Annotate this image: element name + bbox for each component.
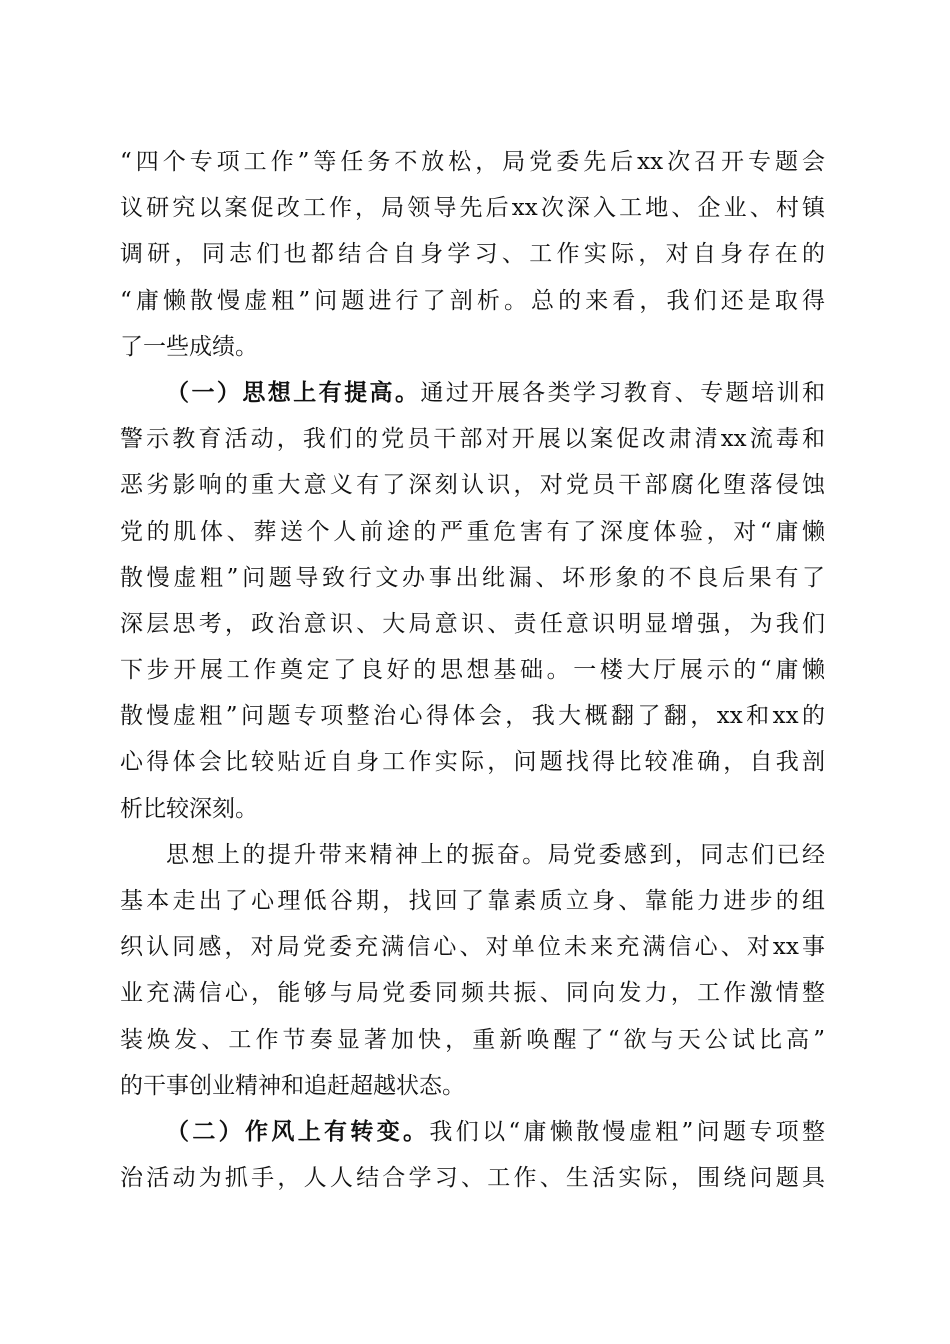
text-line: 的干事创业精神和追赶超越状态。 bbox=[120, 1072, 465, 1099]
paragraph-3 bbox=[120, 832, 825, 1109]
text-line: 了一些成绩。 bbox=[120, 333, 258, 360]
paragraph-1 bbox=[120, 139, 825, 370]
text-line: 析比较深刻。 bbox=[120, 795, 258, 822]
document-body bbox=[120, 139, 825, 1201]
paragraph-2 bbox=[120, 370, 825, 832]
text-line: 警示教育活动，我们的党员干部对开展以案促改肃清xx流毒和 bbox=[120, 426, 825, 453]
text-line: 党的肌体、葬送个人前途的严重危害有了深度体验，对“庸懒 bbox=[120, 518, 825, 545]
text-line: 恶劣影响的重大意义有了深刻认识，对党员干部腐化堕落侵蚀 bbox=[120, 472, 825, 499]
text-line bbox=[120, 370, 825, 416]
text-line: 深层思考，政治意识、大局意识、责任意识明显增强，为我们 bbox=[120, 610, 825, 637]
text-line: 治活动为抓手，人人结合学习、工作、生活实际，围绕问题具 bbox=[120, 1165, 825, 1192]
text-line bbox=[120, 1109, 825, 1155]
text-line: 议研究以案促改工作，局领导先后xx次深入工地、企业、村镇 bbox=[120, 195, 825, 222]
text-line: 心得体会比较贴近自身工作实际，问题找得比较准确，自我剖 bbox=[120, 749, 825, 776]
text-line: 装焕发、工作节奏显著加快，重新唤醒了“欲与天公试比高” bbox=[120, 1026, 825, 1053]
text-line: 调研，同志们也都结合自身学习、工作实际，对自身存在的 bbox=[120, 241, 825, 268]
text-span: 通过开展各类学习教育、专题培训和 bbox=[420, 379, 826, 406]
text-line: 散慢虚粗”问题专项整治心得体会，我大概翻了翻，xx和xx的 bbox=[120, 703, 825, 730]
text-line: “四个专项工作”等任务不放松，局党委先后xx次召开专题会 bbox=[120, 149, 825, 175]
section-heading-2: （二）作风上有转变。 bbox=[166, 1117, 430, 1145]
text-line: 业充满信心，能够与局党委同频共振、同向发力，工作激情整 bbox=[120, 980, 825, 1007]
text-span: 我们以“庸懒散慢虚粗”问题专项整 bbox=[429, 1118, 825, 1145]
section-heading-1: （一）思想上有提高。 bbox=[166, 378, 421, 406]
text-line: 基本走出了心理低谷期，找回了靠素质立身、靠能力进步的组 bbox=[120, 888, 825, 914]
text-line: 织认同感，对局党委充满信心、对单位未来充满信心、对xx事 bbox=[120, 934, 825, 961]
text-line: 思想上的提升带来精神上的振奋。局党委感到，同志们已经 bbox=[166, 841, 825, 868]
text-line: “庸懒散慢虚粗”问题进行了剖析。总的来看，我们还是取得 bbox=[120, 287, 825, 314]
text-line: 散慢虚粗”问题导致行文办事出纰漏、坏形象的不良后果有了 bbox=[120, 564, 825, 591]
text-line: 下步开展工作奠定了良好的思想基础。一楼大厅展示的“庸懒 bbox=[120, 657, 825, 684]
paragraph-4 bbox=[120, 1109, 825, 1201]
